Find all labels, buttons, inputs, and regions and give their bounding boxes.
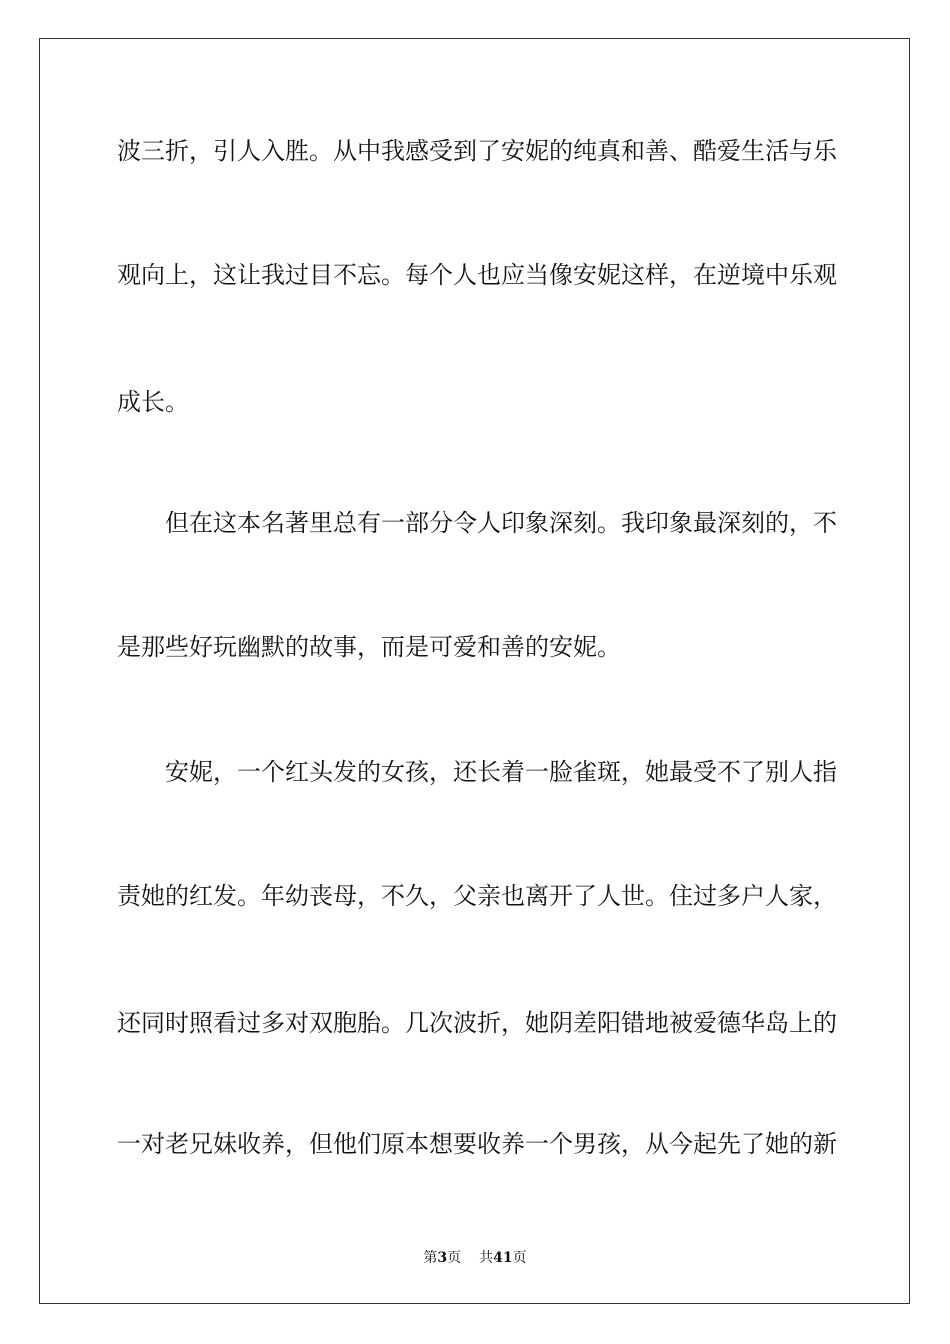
footer-total-prefix: 共 <box>479 1250 494 1266</box>
text-line-7: 责她的红发。年幼丧母，不久，父亲也离开了人世。住过多户人家， <box>117 882 837 910</box>
text-line-1: 波三折，引人入胜。从中我感受到了安妮的纯真和善、酷爱生活与乐 <box>117 137 837 165</box>
text-line-8: 还同时照看过多对双胞胎。几次波折，她阴差阳错地被爱德华岛上的 <box>117 1009 837 1037</box>
footer-page-number: 3 <box>437 1250 448 1266</box>
page-border <box>39 38 910 1304</box>
page-footer <box>0 1248 950 1268</box>
footer-prefix: 第 <box>423 1250 438 1266</box>
text-line-2: 观向上，这让我过目不忘。每个人也应当像安妮这样，在逆境中乐观 <box>117 261 837 289</box>
text-line-3: 成长。 <box>117 388 189 416</box>
footer-total-pages: 41 <box>493 1250 513 1266</box>
text-line-4: 但在这本名著里总有一部分令人印象深刻。我印象最深刻的，不 <box>165 509 837 537</box>
text-line-9: 一对老兄妹收养，但他们原本想要收养一个男孩，从今起先了她的新 <box>117 1130 837 1158</box>
footer-page-unit: 页 <box>447 1250 462 1266</box>
text-line-5: 是那些好玩幽默的故事，而是可爱和善的安妮。 <box>117 633 621 661</box>
text-line-6: 安妮，一个红头发的女孩，还长着一脸雀斑，她最受不了别人指 <box>165 758 837 786</box>
footer-total-unit: 页 <box>512 1250 527 1266</box>
